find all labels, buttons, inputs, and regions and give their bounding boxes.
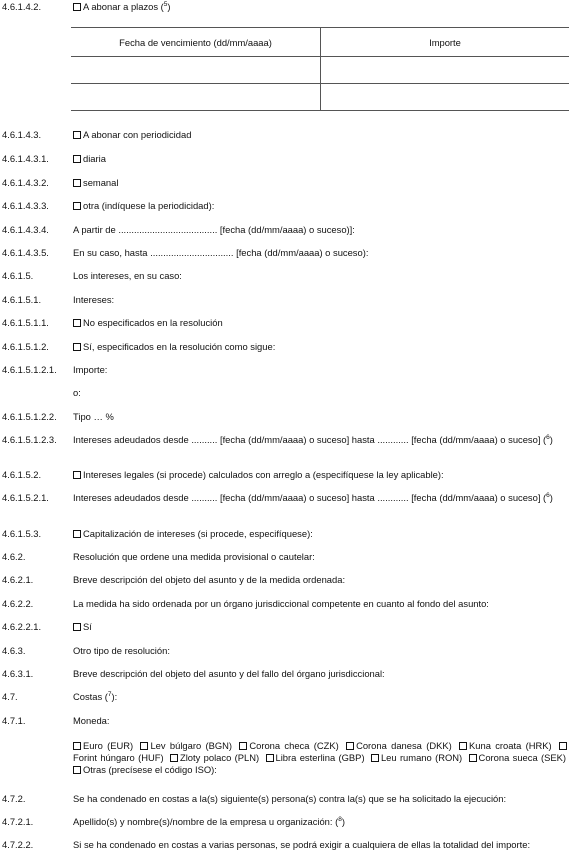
section-text: Breve descripción del objeto del asunto y del fallo del órgano jurisdiccional: (73, 668, 385, 679)
currency-option-huf[interactable]: Forint húngaro (HUF) (73, 740, 569, 763)
currency-option-eur[interactable]: Euro (EUR) (73, 740, 133, 751)
section-number: 4.6.1.5.1.2.2. (2, 411, 57, 422)
section-number: 4.6.1.4.3.2. (2, 177, 49, 188)
section-text: Sí, especificados en la resolución como sigue: (73, 341, 569, 353)
section-text: Intereses adeudados desde .......... [fecha (dd/mm/aaaa) o suceso] hasta ............ [fecha (dd/mm/aaaa) o suceso] ($^6$) (73, 492, 553, 503)
table-header-amount: Importe (321, 28, 570, 57)
checkbox[interactable] (170, 754, 178, 762)
currency-option-ron[interactable]: Leu rumano (RON) (371, 752, 462, 763)
section-number: 4.6.1.4.2. (2, 1, 42, 12)
section-number: 4.6.1.4.3.5. (2, 247, 49, 258)
checkbox[interactable] (73, 319, 81, 327)
section-text: Intereses: (73, 294, 115, 305)
section-text: Se ha condenado en costas a la(s) siguiente(s) persona(s) contra la(s) que se ha solicitado la ejecución: (73, 793, 507, 804)
section-text: Importe: (73, 364, 108, 375)
section-number: 4.6.1.5.1. (2, 294, 42, 305)
section-text: otra (indíquese la periodicidad): (73, 200, 569, 212)
section-number: 4.6.1.5.1.2.3. (2, 434, 57, 445)
section-number: 4.6.2.2.1. (2, 621, 42, 632)
section-text: semanal (73, 177, 569, 189)
checkbox[interactable] (73, 343, 81, 351)
section-number: 4.6.1.4.3.4. (2, 224, 49, 235)
checkbox[interactable] (73, 471, 81, 479)
section-number: 4.6.1.5.3. (2, 528, 42, 539)
checkbox[interactable] (73, 131, 81, 139)
section-number: 4.6.1.4.3. (2, 129, 42, 140)
section-number: 4.7.2.2. (2, 839, 34, 850)
section-text: Otro tipo de resolución: (73, 645, 170, 656)
checkbox[interactable] (73, 3, 81, 11)
checkbox[interactable] (73, 742, 81, 750)
checkbox[interactable] (239, 742, 247, 750)
section-text: o: (73, 387, 81, 398)
table-cell[interactable] (321, 57, 570, 84)
checkbox[interactable] (371, 754, 379, 762)
section-number: 4.6.2. (2, 551, 26, 562)
section-text: Apellido(s) y nombre(s)/nombre de la empresa u organización: ($^8$) (73, 816, 345, 827)
checkbox[interactable] (459, 742, 467, 750)
checkbox[interactable] (73, 530, 81, 538)
section-number: 4.7.2. (2, 793, 26, 804)
currency-option-hrk[interactable]: Kuna croata (HRK) (459, 740, 552, 751)
section-text: Tipo … % (73, 411, 114, 422)
section-number: 4.6.1.5.1.2.1. (2, 364, 57, 375)
section-number: 4.6.1.5.2. (2, 469, 42, 480)
currency-option-czk[interactable]: Corona checa (CZK) (239, 740, 338, 751)
section-number: 4.6.2.1. (2, 574, 34, 585)
section-text: Si se ha condenado en costas a varias personas, se podrá exigir a cualquiera de ellas la totalidad del importe: (73, 839, 531, 850)
section-text: No especificados en la resolución (73, 317, 569, 329)
section-number: 4.7.1. (2, 715, 26, 726)
section-text: A partir de ...................................... [fecha (dd/mm/aaaa) o suceso)]: (73, 224, 355, 235)
checkbox[interactable] (266, 754, 274, 762)
section-text: diaria (73, 153, 569, 165)
section-text: Los intereses, en su caso: (73, 270, 182, 281)
section-number: 4.7.2.1. (2, 816, 34, 827)
currency-option-bgn[interactable]: Lev búlgaro (BGN) (140, 740, 232, 751)
currency-option-gbp[interactable]: Libra esterlina (GBP) (266, 752, 365, 763)
checkbox[interactable] (140, 742, 148, 750)
checkbox[interactable] (469, 754, 477, 762)
section-number: 4.6.2.2. (2, 598, 34, 609)
section-number: 4.7. (2, 691, 18, 702)
table-cell[interactable] (71, 84, 321, 111)
section-text: A abonar a plazos ($^5$) (73, 1, 569, 13)
section-number: 4.6.3. (2, 645, 26, 656)
checkbox[interactable] (73, 155, 81, 163)
section-text: Moneda: (73, 715, 110, 726)
checkbox[interactable] (559, 742, 567, 750)
installments-table (71, 27, 569, 111)
section-number: 4.6.1.5. (2, 270, 34, 281)
section-text: A abonar con periodicidad (73, 129, 569, 141)
checkbox[interactable] (73, 766, 81, 774)
section-number: 4.6.1.5.1.2. (2, 341, 49, 352)
section-text: La medida ha sido ordenada por un órgano jurisdiccional competente en cuanto al fondo del asunto: (73, 598, 489, 609)
checkbox[interactable] (73, 202, 81, 210)
currency-option-other[interactable]: Otras (precísese el código ISO): (73, 764, 217, 775)
section-text: Costas ($^7$): (73, 691, 118, 702)
section-text: Sí (73, 621, 569, 633)
table-cell[interactable] (321, 84, 570, 111)
section-text: Breve descripción del objeto del asunto y de la medida ordenada: (73, 574, 346, 585)
checkbox[interactable] (73, 623, 81, 631)
table-header-due-date: Fecha de vencimiento (dd/mm/aaaa) (71, 28, 321, 57)
section-number: 4.6.1.4.3.3. (2, 200, 49, 211)
section-number: 4.6.1.4.3.1. (2, 153, 49, 164)
section-text: Intereses adeudados desde .......... [fecha (dd/mm/aaaa) o suceso] hasta ............ [fecha (dd/mm/aaaa) o suceso] ($^6$) (73, 434, 553, 445)
section-text: Capitalización de intereses (si procede, especifíquese): (73, 528, 569, 540)
section-number: 4.6.1.5.1.1. (2, 317, 49, 328)
section-text: Intereses legales (si procede) calculados con arreglo a (especifíquese la ley aplicable): (73, 469, 569, 481)
currency-option-pln[interactable]: Zloty polaco (PLN) (170, 752, 259, 763)
section-text: En su caso, hasta ................................ [fecha (dd/mm/aaaa) o suceso): (73, 247, 369, 258)
section-number: 4.6.3.1. (2, 668, 34, 679)
section-number: 4.6.1.5.2.1. (2, 492, 49, 503)
checkbox[interactable] (346, 742, 354, 750)
currency-list (73, 740, 569, 776)
table-cell[interactable] (71, 57, 321, 84)
currency-option-sek[interactable]: Corona sueca (SEK) (469, 752, 567, 763)
checkbox[interactable] (73, 179, 81, 187)
currency-option-dkk[interactable]: Corona danesa (DKK) (346, 740, 452, 751)
section-text: Resolución que ordene una medida provisional o cautelar: (73, 551, 315, 562)
